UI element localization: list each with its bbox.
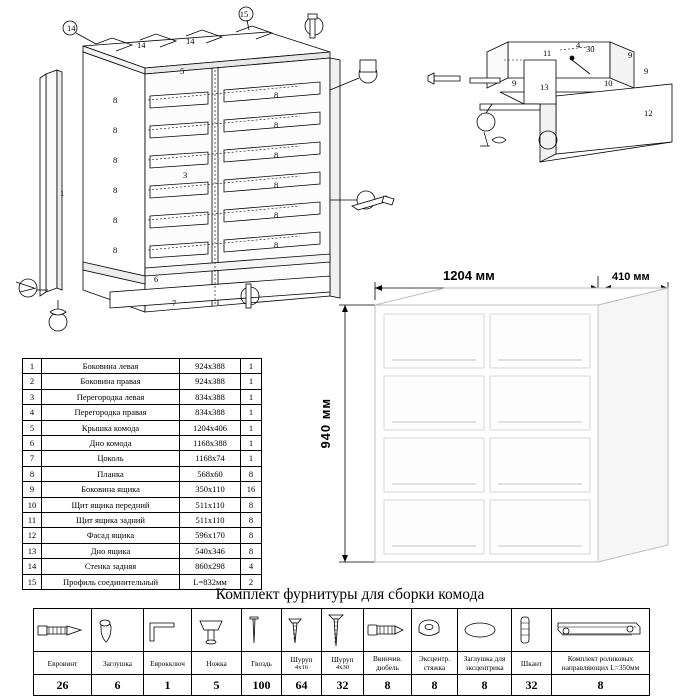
svg-text:9: 9 — [628, 50, 633, 60]
part-qty: 1 — [241, 436, 262, 451]
dimension-height-label: 940 мм — [318, 398, 333, 449]
svg-text:8: 8 — [274, 240, 279, 250]
parts-table-body — [23, 359, 262, 590]
screw-4x16-icon — [282, 609, 322, 652]
svg-text:5: 5 — [180, 66, 185, 76]
part-name: Цоколь — [42, 451, 180, 466]
part-size: 540х346 — [180, 543, 241, 558]
part-name: Щит ящика задний — [42, 513, 180, 528]
fitting-label: Заглушка для эксцентрика — [463, 654, 506, 672]
svg-text:8: 8 — [274, 120, 279, 130]
part-number: 2 — [23, 374, 42, 389]
fitting-name — [364, 652, 412, 675]
part-number: 4 — [23, 405, 42, 420]
fitting-label: Еврокключ — [150, 658, 185, 668]
fitting-sublabel: 4х30 — [335, 663, 350, 671]
part-qty: 8 — [241, 497, 262, 512]
part-size: 511х110 — [180, 513, 241, 528]
fitting-label: Шуруп — [331, 654, 354, 664]
svg-text:8: 8 — [113, 155, 118, 165]
svg-text:12: 12 — [644, 108, 653, 118]
fitting-name — [242, 652, 282, 675]
part-qty: 1 — [241, 389, 262, 404]
svg-text:14: 14 — [67, 23, 76, 33]
fitting-name — [34, 652, 92, 675]
screw-euro-icon — [34, 609, 92, 652]
part-size: 1168х388 — [180, 436, 241, 451]
part-qty: 2 — [241, 574, 262, 589]
svg-text:30: 30 — [586, 44, 595, 54]
part-qty: 8 — [241, 513, 262, 528]
part-qty: 16 — [241, 482, 262, 497]
svg-text:6: 6 — [154, 274, 159, 284]
part-number: 10 — [23, 497, 42, 512]
furniture-leg-icon — [192, 609, 242, 652]
part-number: 15 — [23, 574, 42, 589]
table-row — [23, 482, 262, 497]
svg-text:11: 11 — [543, 48, 552, 58]
fitting-name — [282, 652, 322, 675]
fittings-icons-row — [34, 609, 650, 652]
svg-text:9: 9 — [644, 66, 649, 76]
svg-text:8: 8 — [274, 90, 279, 100]
svg-text:13: 13 — [540, 82, 549, 92]
svg-text:8: 8 — [113, 215, 118, 225]
fittings-names-row — [34, 652, 650, 675]
table-row — [23, 466, 262, 481]
fitting-count: 32 — [322, 675, 364, 696]
fitting-count: 8 — [552, 675, 650, 696]
svg-text:10: 10 — [604, 78, 613, 88]
fitting-name — [192, 652, 242, 675]
parts-table — [22, 358, 262, 590]
fitting-count: 8 — [412, 675, 458, 696]
table-row — [23, 451, 262, 466]
table-row — [23, 405, 262, 420]
table-row — [23, 497, 262, 512]
table-row — [23, 389, 262, 404]
part-number: 7 — [23, 451, 42, 466]
allen-key-icon — [144, 609, 192, 652]
part-size: 350х110 — [180, 482, 241, 497]
part-size: 924х388 — [180, 359, 241, 374]
svg-text:14: 14 — [137, 40, 146, 50]
part-name: Боковина правая — [42, 374, 180, 389]
part-size: 596х170 — [180, 528, 241, 543]
part-name: Щит ящика передний — [42, 497, 180, 512]
fitting-label: Ввинчив. дюбель — [373, 654, 402, 672]
part-qty: 1 — [241, 405, 262, 420]
fitting-count: 5 — [192, 675, 242, 696]
part-size: 834х388 — [180, 389, 241, 404]
fittings-title: Комплект фурнитуры для сборки комода — [215, 586, 485, 603]
fitting-label: Заглушка — [102, 658, 133, 668]
fitting-label: Ножка — [206, 658, 227, 668]
part-name: Дно ящика — [42, 543, 180, 558]
svg-text:8: 8 — [274, 180, 279, 190]
part-number: 12 — [23, 528, 42, 543]
part-size: 834х388 — [180, 405, 241, 420]
fitting-name — [412, 652, 458, 675]
table-row — [23, 436, 262, 451]
fitting-name — [144, 652, 192, 675]
svg-text:8: 8 — [274, 150, 279, 160]
part-number: 5 — [23, 420, 42, 435]
svg-text:8: 8 — [113, 245, 118, 255]
table-row — [23, 374, 262, 389]
part-size: L=832мм — [180, 574, 241, 589]
part-qty: 8 — [241, 466, 262, 481]
wooden-dowel-icon — [512, 609, 552, 652]
svg-text:8: 8 — [113, 95, 118, 105]
part-qty: 1 — [241, 420, 262, 435]
part-size: 924х388 — [180, 374, 241, 389]
part-name: Стенка задняя — [42, 559, 180, 574]
part-qty: 8 — [241, 528, 262, 543]
part-size: 511х110 — [180, 497, 241, 512]
fittings-table — [33, 608, 650, 696]
fitting-name — [458, 652, 512, 675]
cap-plug-icon — [92, 609, 144, 652]
part-qty: 1 — [241, 451, 262, 466]
svg-text:14: 14 — [186, 36, 195, 46]
table-row — [23, 528, 262, 543]
fitting-label: Шкант — [520, 658, 543, 668]
svg-text:9: 9 — [512, 78, 517, 88]
fitting-label: Гвоздь — [251, 658, 272, 668]
part-size: 860х298 — [180, 559, 241, 574]
fitting-label: Шуруп — [290, 654, 313, 664]
part-qty: 1 — [241, 374, 262, 389]
fitting-name — [322, 652, 364, 675]
part-name: Боковина ящика — [42, 482, 180, 497]
part-qty: 1 — [241, 359, 262, 374]
fitting-count: 8 — [364, 675, 412, 696]
fitting-count: 8 — [458, 675, 512, 696]
cam-cap-icon — [458, 609, 512, 652]
screw-4x30-icon — [322, 609, 364, 652]
fitting-count: 64 — [282, 675, 322, 696]
part-number: 14 — [23, 559, 42, 574]
fitting-label: Эксцентр. стяжка — [418, 654, 451, 672]
fitting-name — [92, 652, 144, 675]
table-row — [23, 420, 262, 435]
part-number: 3 — [23, 389, 42, 404]
fitting-count: 100 — [242, 675, 282, 696]
dowel-screw-icon — [364, 609, 412, 652]
fitting-count: 6 — [92, 675, 144, 696]
svg-text:3: 3 — [183, 170, 188, 180]
table-row — [23, 543, 262, 558]
svg-text:15: 15 — [239, 9, 249, 19]
part-number: 8 — [23, 466, 42, 481]
part-name: Планка — [42, 466, 180, 481]
fitting-label: Комплект роликовых направляющих L=350мм — [561, 654, 640, 672]
nail-icon — [242, 609, 282, 652]
table-row — [23, 359, 262, 374]
fitting-count: 26 — [34, 675, 92, 696]
drawer-slide-icon — [552, 609, 650, 652]
fitting-label: Евровинт — [47, 658, 78, 668]
part-qty: 4 — [241, 559, 262, 574]
fitting-name — [552, 652, 650, 675]
svg-text:4: 4 — [576, 40, 581, 50]
table-row — [23, 559, 262, 574]
part-name: Профиль соединительный — [42, 574, 180, 589]
part-name: Перегородка правая — [42, 405, 180, 420]
part-qty: 8 — [241, 543, 262, 558]
part-number: 6 — [23, 436, 42, 451]
part-number: 11 — [23, 513, 42, 528]
svg-text:8: 8 — [113, 185, 118, 195]
part-name: Крышка комода — [42, 420, 180, 435]
fitting-name — [512, 652, 552, 675]
part-number: 1 — [23, 359, 42, 374]
part-name: Дно комода — [42, 436, 180, 451]
part-size: 568х60 — [180, 466, 241, 481]
part-size: 1168х74 — [180, 451, 241, 466]
svg-text:8: 8 — [113, 125, 118, 135]
part-name: Фасад ящика — [42, 528, 180, 543]
part-size: 1204х406 — [180, 420, 241, 435]
fitting-sublabel: 4х16 — [294, 663, 309, 671]
table-row — [23, 513, 262, 528]
svg-text:1: 1 — [60, 188, 65, 198]
fitting-count: 32 — [512, 675, 552, 696]
fittings-counts-row — [34, 675, 650, 696]
svg-text:8: 8 — [274, 210, 279, 220]
part-name: Перегородка левая — [42, 389, 180, 404]
cam-lock-icon — [412, 609, 458, 652]
part-name: Боковина левая — [42, 359, 180, 374]
part-number: 13 — [23, 543, 42, 558]
svg-text:7: 7 — [172, 298, 177, 308]
dimension-width-label: 1204 мм — [443, 268, 495, 283]
dimension-depth-label: 410 мм — [612, 271, 650, 283]
fitting-count: 1 — [144, 675, 192, 696]
part-number: 9 — [23, 482, 42, 497]
